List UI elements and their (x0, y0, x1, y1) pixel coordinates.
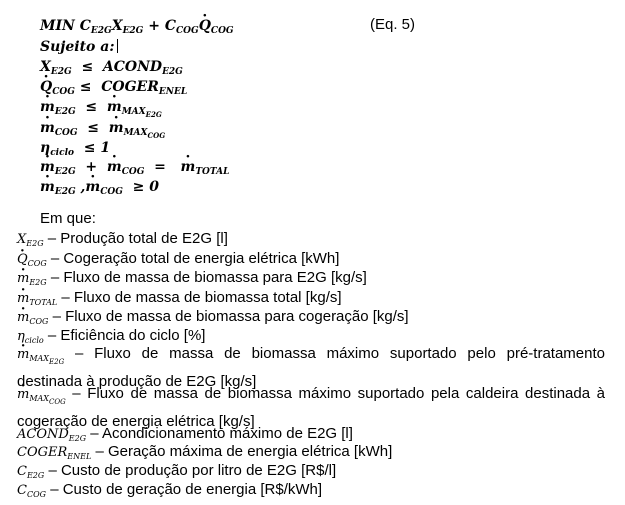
definition-text: – Produção total de E2G [l] (47, 230, 228, 247)
plus-sign: + (148, 18, 160, 34)
definition-text: – Custo de geração de energia [R$/kWh] (50, 481, 323, 498)
operator: ≤ (87, 120, 100, 136)
subscript: E2G (49, 358, 65, 366)
definition-text: – Geração máxima de energia elétrica [kWh] (95, 443, 393, 460)
subscript: E2G (29, 278, 47, 287)
subscript: COG (52, 87, 75, 97)
cost-e2g-symbol: C (79, 18, 91, 34)
sym: m · (17, 271, 29, 286)
sym: m · (17, 387, 29, 402)
objective-function (40, 18, 234, 39)
subscript: E2G (145, 110, 162, 119)
definition-text: – Fluxo de massa de biomassa máximo suportado pela caldeira destinada à cogeração de energia elétrica [kg/s] (17, 385, 605, 430)
subscript: COG (121, 167, 145, 177)
sym: Q · (17, 252, 28, 267)
subscript: MAX (123, 128, 148, 138)
lhs: X (40, 59, 51, 75)
constraint-6 (40, 159, 229, 180)
lhs: m · (40, 99, 55, 115)
subscript: COG (100, 187, 123, 197)
definition-text: – Cogeração total de energia elétrica [kWh] (50, 250, 340, 267)
subscript: COG (26, 490, 47, 499)
subject-to-text: Sujeito a: (40, 39, 115, 55)
rhs: ACOND (102, 59, 163, 75)
subscript: ENEL (67, 452, 92, 461)
rhs: 0 (149, 179, 160, 195)
sym: C (17, 464, 27, 479)
subscript: MAX (29, 354, 49, 363)
operator: ≤ (85, 99, 98, 115)
plus-sign: + (85, 159, 98, 175)
sym: m · (17, 310, 29, 325)
operator: ≤ (83, 140, 96, 156)
subscript: E2G (68, 434, 87, 443)
subscript: COG (49, 398, 66, 406)
mid: m · (85, 179, 100, 195)
subscript: E2G (122, 26, 144, 36)
definition-text: – Eficiência do ciclo [%] (47, 327, 206, 344)
subscript: E2G (54, 187, 76, 197)
definition-text: – Fluxo de massa de biomassa para E2G [kg/s] (50, 269, 367, 286)
rhs: 1 (100, 140, 111, 156)
lhs: Q · (40, 79, 52, 95)
subscript: ciclo (50, 148, 74, 158)
subscript: MAX (29, 394, 49, 403)
subscript: COG (147, 131, 166, 140)
separator: , (80, 179, 86, 195)
sym: m · (17, 347, 29, 362)
operator: ≤ (79, 79, 92, 95)
cost-cog-symbol: C (164, 18, 177, 34)
subscript: COG (27, 259, 47, 268)
definition-text: – Fluxo de massa de biomassa máximo suportado pelo pré-tratamento destinada à produção de E2G [kg/s] (17, 345, 605, 390)
equation-number: (Eq. 5) (370, 16, 416, 33)
q-symbol: Q · (199, 18, 211, 34)
subscript: COG (29, 317, 49, 326)
subscript: TOTAL (195, 167, 230, 177)
lhs: m · (40, 159, 55, 175)
subscript: E2G (26, 471, 45, 480)
text-caret (117, 39, 118, 53)
definition-text: – Acondicionamento máximo de E2G [l] (90, 425, 353, 442)
sym: COGER (17, 445, 68, 460)
subscript: COG (54, 128, 78, 138)
subject-to (40, 39, 118, 55)
definition-c-cog (17, 480, 605, 504)
constraint-7 (40, 179, 159, 200)
subscript: TOTAL (29, 298, 58, 307)
sym: ACOND (17, 427, 69, 442)
subscript: COG (210, 26, 234, 36)
subscript: ENEL (158, 87, 188, 97)
definition-text: – Custo de produção por litro de E2G [R$/l] (48, 462, 337, 479)
mid: m · (107, 159, 122, 175)
lhs: m · (40, 179, 55, 195)
operator: ≥ (132, 179, 145, 195)
sym: X (17, 232, 27, 247)
constraint-1 (40, 59, 183, 80)
subscript: MAX (121, 107, 146, 117)
min-keyword: MIN (40, 18, 75, 34)
subscript: ciclo (24, 336, 44, 345)
rhs: COGER (101, 79, 159, 95)
subscript: E2G (54, 167, 76, 177)
subscript: E2G (162, 67, 183, 77)
definition-text: – Fluxo de massa de biomassa para cogeração [kg/s] (52, 308, 409, 325)
subscript: E2G (26, 239, 44, 248)
intro-label: Em que: (40, 210, 96, 227)
lhs: η (40, 140, 51, 156)
x-symbol: X (111, 18, 123, 34)
rhs: m · (107, 99, 122, 115)
definition-text: – Fluxo de massa de biomassa total [kg/s] (61, 289, 342, 306)
operator: = (154, 159, 166, 175)
subscript: COG (176, 26, 199, 36)
rhs: m · (109, 120, 124, 136)
sym: m · (17, 291, 29, 306)
lhs: m · (40, 120, 55, 136)
rhs: m · (181, 159, 196, 175)
operator: ≤ (81, 59, 94, 75)
constraint-5 (40, 140, 110, 161)
subscript: E2G (54, 107, 76, 117)
sym: η (17, 329, 25, 344)
subscript: E2G (50, 67, 72, 77)
sym: C (17, 483, 27, 498)
subscript: E2G (90, 26, 112, 36)
